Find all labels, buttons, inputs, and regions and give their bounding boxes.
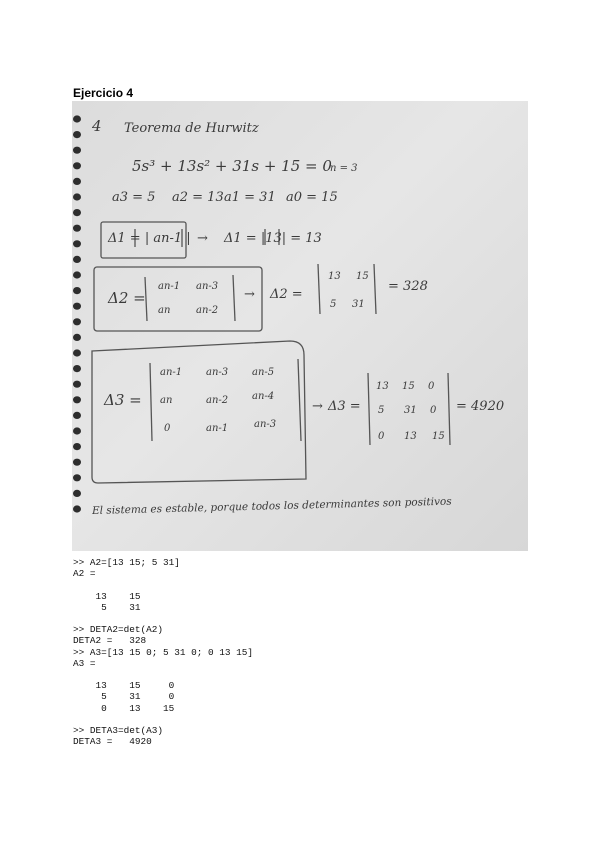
delta2-value: 5 (330, 299, 337, 310)
handwritten-title: Teorema de Hurwitz (124, 121, 259, 136)
delta3-value: 31 (404, 405, 417, 416)
console-line (73, 613, 253, 624)
delta3-cell: an-3 (254, 419, 277, 430)
spiral-hole (73, 240, 81, 247)
delta3-value: 5 (378, 405, 385, 416)
exercise-heading: Ejercicio 4 (73, 86, 134, 100)
spiral-hole (73, 193, 81, 200)
delta3-cell: an-5 (252, 367, 275, 378)
console-line: DETA2 = 328 (73, 635, 147, 647)
spiral-hole (73, 459, 81, 466)
conclusion-text: El sistema es estable, porque todos los determinantes son positivos (91, 495, 452, 517)
delta2-cell: an-2 (196, 305, 219, 316)
delta2-cell: an (158, 305, 171, 316)
console-line: 5 31 (73, 601, 141, 613)
spiral-hole (73, 256, 81, 263)
delta2-value: 31 (352, 299, 365, 310)
console-line (73, 669, 253, 680)
delta3-value: 15 (402, 381, 415, 392)
spiral-hole (73, 396, 81, 403)
spiral-hole (73, 303, 81, 310)
delta3-result: = 4920 (456, 399, 505, 414)
console-line (73, 714, 253, 725)
coefficient-a1: a1 = 31 (224, 190, 276, 205)
delta2-label-values: Δ2 = (270, 287, 303, 302)
delta3-cell: 0 (164, 423, 171, 434)
spiral-hole (73, 209, 81, 216)
delta3-value: 15 (432, 431, 445, 442)
spiral-holes (73, 115, 81, 512)
delta3-box (92, 341, 306, 483)
delta3-label: Δ3 = (104, 391, 142, 409)
spiral-hole (73, 178, 81, 185)
spiral-hole (73, 505, 81, 512)
spiral-hole (73, 225, 81, 232)
console-line: >> DETA3=det(A3) (73, 725, 164, 737)
spiral-hole (73, 318, 81, 325)
console-line: >> A3=[13 15 0; 5 31 0; 0 13 15] (73, 646, 254, 658)
delta3-value: 13 (376, 381, 389, 392)
delta1-result: Δ1 = |13| = 13 (224, 231, 322, 246)
console-line: A3 = (73, 657, 96, 669)
coefficient-a2: a2 = 13 (172, 190, 224, 205)
delta3-value: 0 (428, 381, 435, 392)
delta3-arrow: → (312, 399, 323, 414)
delta2-result: = 328 (388, 279, 428, 294)
console-line: DETA3 = 4920 (73, 736, 152, 748)
spiral-hole (73, 131, 81, 138)
spiral-hole (73, 334, 81, 341)
spiral-hole (73, 287, 81, 294)
characteristic-equation: 5s³ + 13s² + 31s + 15 = 0 (132, 157, 332, 175)
delta3-cell: an (160, 395, 173, 406)
spiral-hole (73, 474, 81, 481)
delta2-cell: an-1 (158, 281, 181, 292)
delta1-arrow: → (197, 231, 208, 246)
delta3-value: 0 (430, 405, 437, 416)
delta3-value: 0 (378, 431, 385, 442)
spiral-hole (73, 271, 81, 278)
console-line: A2 = (73, 568, 96, 580)
spiral-hole (73, 162, 81, 169)
delta2-label: Δ2 = (108, 289, 146, 307)
console-line: 5 31 0 (73, 691, 175, 703)
console-line: >> DETA2=det(A2) (73, 624, 164, 636)
delta3-cell: an-1 (160, 367, 183, 378)
console-line: >> A2=[13 15; 5 31] (73, 557, 180, 568)
delta2-value: 15 (356, 271, 369, 282)
spiral-hole (73, 365, 81, 372)
delta3-cell: an-3 (206, 367, 229, 378)
coefficient-a0: a0 = 15 (286, 190, 338, 205)
console-line (73, 579, 253, 590)
delta3-cell: an-1 (206, 423, 229, 434)
spiral-hole (73, 443, 81, 450)
delta3-label-values: Δ3 = (328, 399, 361, 414)
delta3-cell: an-4 (252, 391, 275, 402)
spiral-hole (73, 427, 81, 434)
matlab-console-output (73, 557, 253, 747)
spiral-hole (73, 115, 81, 122)
coefficient-a3: a3 = 5 (112, 190, 156, 205)
console-line: 13 15 (73, 590, 141, 602)
spiral-hole (73, 381, 81, 388)
system-order: n = 3 (330, 163, 358, 174)
delta2-value: 13 (328, 271, 341, 282)
console-line: 13 15 0 (73, 680, 175, 692)
title-number: 4 (92, 117, 102, 135)
delta3-value: 13 (404, 431, 417, 442)
console-line: 0 13 15 (73, 702, 175, 714)
spiral-hole (73, 147, 81, 154)
notebook-photo (72, 101, 528, 551)
spiral-hole (73, 490, 81, 497)
delta2-cell: an-3 (196, 281, 219, 292)
spiral-hole (73, 412, 81, 419)
delta1-definition: Δ1 = | an-1 | (108, 231, 191, 246)
hand-boxes (92, 222, 450, 483)
delta2-arrow: → (244, 287, 255, 302)
delta3-cell: an-2 (206, 395, 229, 406)
spiral-hole (73, 349, 81, 356)
